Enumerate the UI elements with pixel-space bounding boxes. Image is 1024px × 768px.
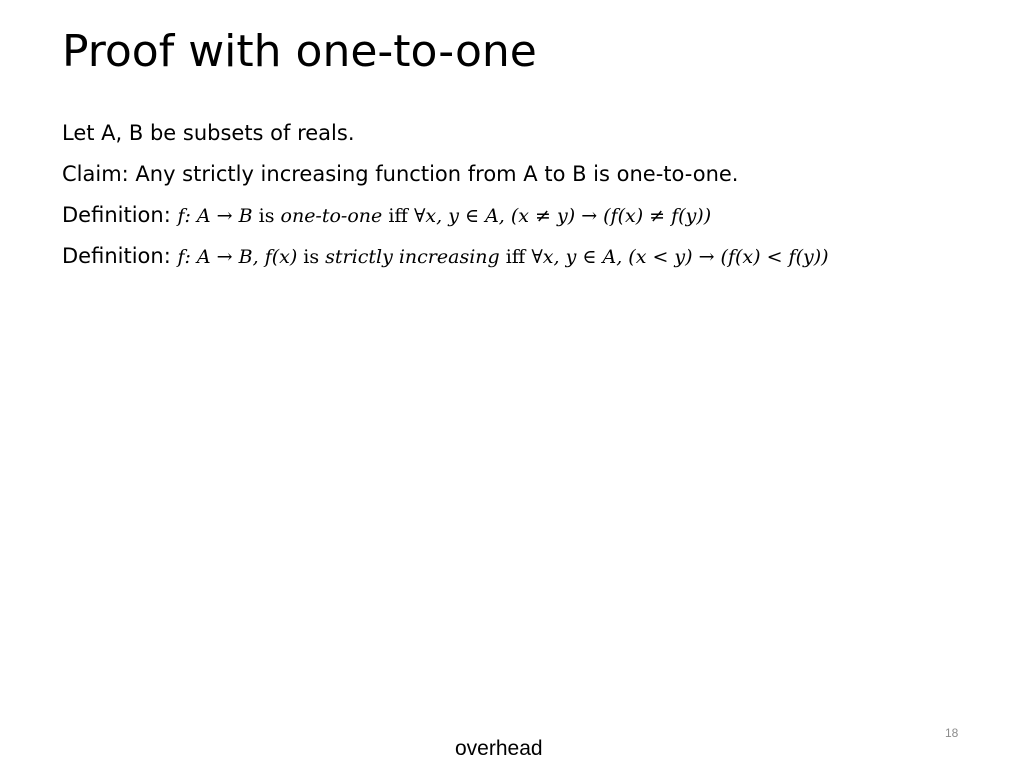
defined-term: one-to-one [280,205,383,227]
definition-one-to-one [62,201,711,230]
defined-term: strictly increasing [325,246,500,268]
is-word: is [297,246,326,268]
definition-label: Definition: [62,203,178,227]
slide-number: 18 [945,726,959,740]
definition-label: Definition: [62,244,178,268]
statement-line: Let A, B be subsets of reals. [62,121,355,145]
footer-label: overhead [455,737,543,760]
definition-condition: ∀x, y ∈ A, (x < y) → (f(x) < f(y)) [531,246,829,268]
is-word: is [252,205,281,227]
function-signature: f: A → B, f(x) [177,246,298,268]
slide-title: Proof with one-to-one [62,26,537,77]
claim-line: Claim: Any strictly increasing function from A to B is one-to-one. [62,162,739,186]
iff-word: iff [499,246,532,268]
function-signature: f: A → B [177,205,253,227]
definition-condition: ∀x, y ∈ A, (x ≠ y) → (f(x) ≠ f(y)) [413,205,712,227]
iff-word: iff [382,205,414,227]
definition-strictly-increasing [62,242,829,271]
